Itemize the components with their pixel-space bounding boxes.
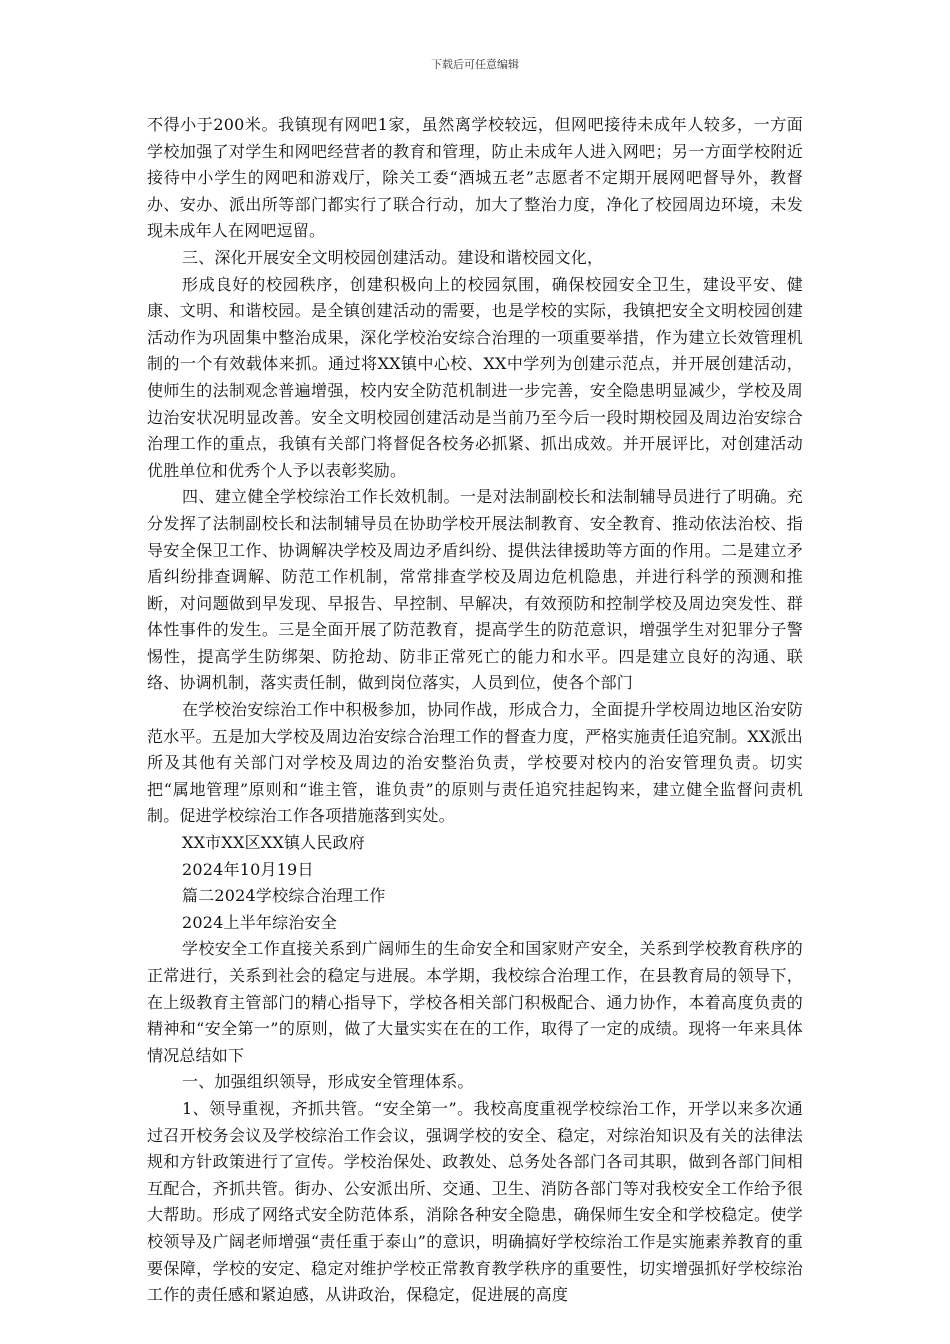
signature-org: XX市XX区XX镇人民政府 bbox=[182, 833, 365, 853]
paragraph: 在学校治安综治工作中积极参加，协同作战，形成合力，全面提升学校周边地区治安防范水平。五是加大学校及周边治安综合治理工作的督查力度，严格实施责任追究制。XX派出所及其他有关部门对学校及周边的治安整治负责，学校要对校内的治安管理负责。切实把“属地管理”原则和“谁主管，谁负责”的原则与责任追究挂起钩来，建立健全监督问责机制。促进学校综治工作各项措施落到实处。 bbox=[147, 700, 803, 826]
section-title: 篇二2024学校综合治理工作 bbox=[182, 886, 386, 906]
paragraph: 一、加强组织领导，形成安全管理体系。 bbox=[182, 1072, 474, 1092]
section-subtitle: 2024上半年综治安全 bbox=[182, 912, 337, 932]
paragraph: 三、深化开展安全文明校园创建活动。建设和谐校园文化， bbox=[182, 247, 604, 267]
paragraph: 学校安全工作直接关系到广阔师生的生命安全和国家财产安全，关系到学校教育秩序的正常进行，关系到社会的稳定与进展。本学期，我校综合治理工作，在县教育局的领导下，在上级教育主管部门的精心指导下，学校各相关部门积极配合、通力协作，本着高度负责的精神和“安全第一”的原则，做了大量实实在在的工作，取得了一定的成绩。现将一年来具体情况总结如下 bbox=[147, 939, 803, 1065]
document-body bbox=[147, 112, 803, 1309]
paragraph: 四、建立健全学校综治工作长效机制。一是对法制副校长和法制辅导员进行了明确。充分发挥了法制副校长和法制辅导员在协助学校开展法制教育、安全教育、推动依法治校、指导安全保卫工作、协调解决学校及周边矛盾纠纷、提供法律援助等方面的作用。二是建立矛盾纠纷排查调解、防范工作机制，常常排查学校及周边危机隐患，并进行科学的预测和推断，对问题做到早发现、早报告、早控制、早解决，有效预防和控制学校及周边突发性、群体性事件的发生。三是全面开展了防范教育，提高学生的防范意识，增强学生对犯罪分子警惕性，提高学生防绑架、防抢劫、防非正常死亡的能力和水平。四是建立良好的沟通、联络、协调机制，落实责任制，做到岗位落实，人员到位，使各个部门 bbox=[147, 487, 803, 693]
paragraph: 形成良好的校园秩序，创建积极向上的校园氛围，确保校园安全卫生，建设平安、健康、文明、和谐校园。是全镇创建活动的需要，也是学校的实际，我镇把安全文明校园创建活动作为巩固集中整治成果，深化学校治安综合治理的一项重要举措，作为建立长效管理机制的一个有效载体来抓。通过将XX镇中心校、XX中学列为创建示范点，并开展创建活动，使师生的法制观念普遍增强，校内安全防范机制进一步完善，安全隐患明显减少，学校及周边治安状况明显改善。安全文明校园创建活动是当前乃至今后一段时期校园及周边治安综合治理工作的重点，我镇有关部门将督促各校务必抓紧、抓出成效。并开展评比，对创建活动优胜单位和优秀个人予以表彰奖励。 bbox=[147, 274, 803, 480]
signature-date: 2024年10月19日 bbox=[182, 859, 314, 879]
paragraph: 1、领导重视，齐抓共管。“安全第一”。我校高度重视学校综治工作，开学以来多次通过召开校务会议及学校综治工作会议，强调学校的安全、稳定，对综治知识及有关的法律法规和方针政策进行了宣传。学校治保处、政教处、总务处各部门各司其职，做到各部门间相互配合，齐抓共管。街办、公安派出所、交通、卫生、消防各部门等对我校安全工作给予很大帮助。形成了网络式安全防范体系，消除各种安全隐患，确保师生安全和学校稳定。使学校领导及广阔老师增强“责任重于泰山”的意识，明确搞好学校综治工作是实施素养教育的重要保障，学校的安定、稳定对维护学校正常教育教学秩序的重要性，切实增强抓好学校综治工作的责任感和紧迫感，从讲政治，保稳定，促进展的高度 bbox=[147, 1098, 803, 1305]
paragraph: 不得小于200米。我镇现有网吧1家，虽然离学校较远，但网吧接待未成年人较多，一方面学校加强了对学生和网吧经营者的教育和管理，防止未成年人进入网吧；另一方面学校附近接待中小学生的网吧和游戏厅，除关工委“酒城五老”志愿者不定期开展网吧督导外，教督办、安办、派出所等部门都实行了联合行动，加大了整治力度，净化了校园周边环境，未发现未成年人在网吧逗留。 bbox=[147, 115, 803, 241]
page-header: 下载后可任意编辑 bbox=[431, 58, 519, 71]
